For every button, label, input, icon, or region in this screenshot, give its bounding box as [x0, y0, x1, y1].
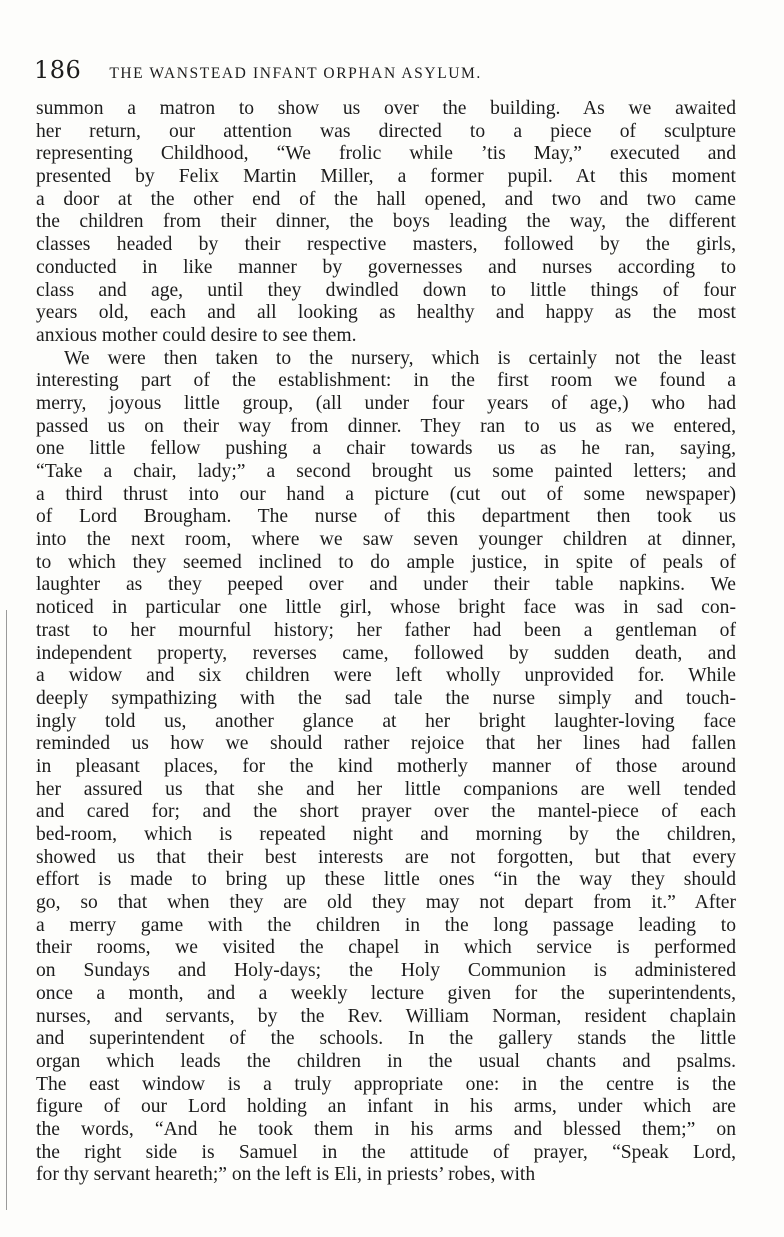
- text-line: and superintendent of the schools. In the gallery stands the little: [36, 1028, 736, 1050]
- text-line: the words, “And he took them in his arms and blessed them;” on: [36, 1118, 736, 1140]
- text-line: noticed in particular one little girl, whose bright face was in sad con-: [36, 597, 736, 619]
- text-line: We were then taken to the nursery, which is certainly not the least: [64, 347, 736, 369]
- text-line: nurses, and servants, by the Rev. William Norman, resident chaplain: [36, 1005, 736, 1027]
- text-line: to which they seemed inclined to do ample justice, in spite of peals of: [36, 551, 736, 573]
- text-line: presented by Felix Martin Miller, a former pupil. At this moment: [36, 166, 736, 188]
- text-line: The east window is a truly appropriate one: in the centre is the: [36, 1073, 736, 1095]
- text-line: on Sundays and Holy-days; the Holy Communion is administered: [36, 960, 736, 982]
- text-line: the children from their dinner, the boys leading the way, the different: [36, 211, 736, 233]
- text-line: conducted in like manner by governesses and nurses according to: [36, 256, 736, 278]
- text-line: go, so that when they are old they may not depart from it.” After: [36, 892, 736, 914]
- paragraph: [36, 348, 736, 1187]
- text-line: showed us that their best interests are not forgotten, but that every: [36, 846, 736, 868]
- text-line: their rooms, we visited the chapel in which service is performed: [36, 937, 736, 959]
- paragraph: [36, 98, 736, 348]
- text-line: years old, each and all looking as healthy and happy as the most: [36, 302, 736, 324]
- text-line: a merry game with the children in the long passage leading to: [36, 914, 736, 936]
- text-line: a widow and six children were left wholly unprovided for. While: [36, 665, 736, 687]
- text-line: once a month, and a weekly lecture given for the superintendents,: [36, 982, 736, 1004]
- text-line: figure of our Lord holding an infant in his arms, under which are: [36, 1096, 736, 1118]
- text-line: bed-room, which is repeated night and morning by the children,: [36, 824, 736, 845]
- text-line: classes headed by their respective masters, followed by the girls,: [36, 234, 736, 256]
- text-line: anxious mother could desire to see them.: [36, 324, 357, 346]
- body-text: [36, 98, 736, 1187]
- text-line: laughter as they peeped over and under their table napkins. We: [36, 574, 736, 596]
- text-line: class and age, until they dwindled down to little things of four: [36, 279, 736, 301]
- text-line: representing Childhood, “We frolic while ’tis May,” executed and: [36, 143, 736, 165]
- text-line: effort is made to bring up these little ones “in the way they should: [36, 869, 736, 891]
- text-line: deeply sympathizing with the sad tale the nurse simply and touch-: [36, 687, 736, 709]
- page-number: 186: [34, 56, 82, 84]
- text-line: a third thrust into our hand a picture (cut out of some newspaper): [36, 483, 736, 505]
- text-line: merry, joyous little group, (all under four years of age,) who had: [36, 392, 736, 414]
- page-header: [34, 56, 754, 86]
- text-line: passed us on their way from dinner. They ran to us as we entered,: [36, 415, 736, 437]
- text-line: organ which leads the children in the usual chants and psalms.: [36, 1050, 736, 1072]
- text-line: and cared for; and the short prayer over the mantel-piece of each: [36, 801, 736, 823]
- text-line: trast to her mournful history; her father had been a gentleman of: [36, 619, 736, 641]
- text-line: ingly told us, another glance at her bright laughter-loving face: [36, 710, 736, 732]
- text-line: for thy servant heareth;” on the left is Eli, in priests’ robes, with: [36, 1164, 536, 1186]
- text-line: one little fellow pushing a chair towards us as he ran, saying,: [36, 438, 736, 460]
- running-title: THE WANSTEAD INFANT ORPHAN ASYLUM.: [109, 65, 482, 82]
- text-line: her return, our attention was directed to a piece of sculpture: [36, 120, 736, 142]
- text-line: reminded us how we should rather rejoice that her lines had fallen: [36, 733, 736, 755]
- scan-margin-line: [6, 610, 7, 1210]
- text-line: independent property, reverses came, followed by sudden death, and: [36, 642, 736, 664]
- text-line: into the next room, where we saw seven younger children at dinner,: [36, 529, 736, 551]
- text-line: “Take a chair, lady;” a second brought us some painted letters; and: [36, 461, 736, 482]
- text-line: the right side is Samuel in the attitude of prayer, “Speak Lord,: [36, 1141, 736, 1163]
- text-line: interesting part of the establishment: in the first room we found a: [36, 370, 736, 392]
- text-line: a door at the other end of the hall opened, and two and two came: [36, 188, 736, 210]
- text-line: her assured us that she and her little companions are well tended: [36, 778, 736, 800]
- text-line: of Lord Brougham. The nurse of this department then took us: [36, 506, 736, 528]
- text-line: in pleasant places, for the kind motherly manner of those around: [36, 755, 736, 777]
- text-line: summon a matron to show us over the building. As we awaited: [36, 98, 736, 119]
